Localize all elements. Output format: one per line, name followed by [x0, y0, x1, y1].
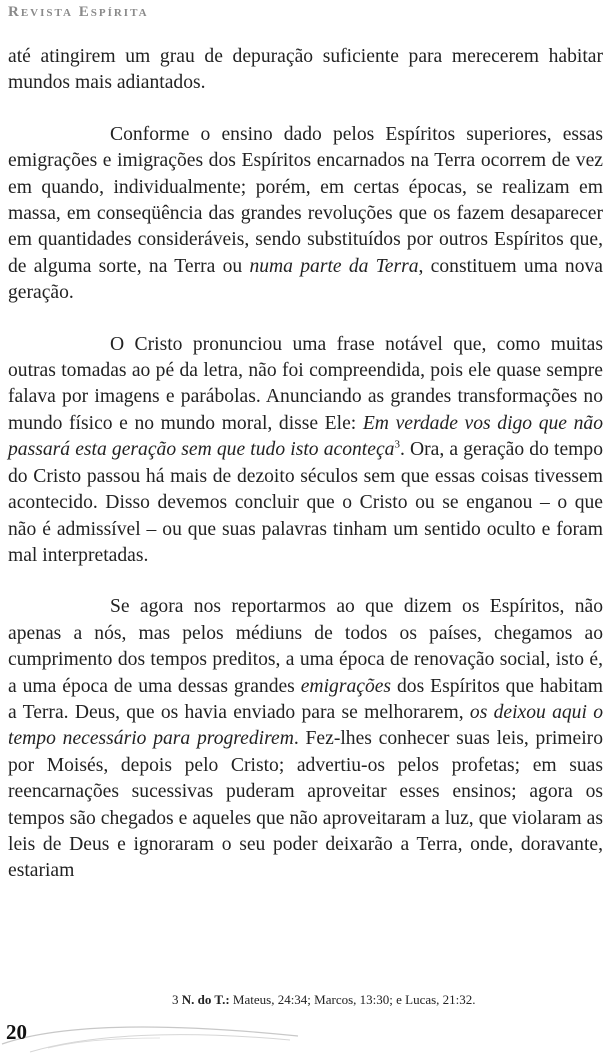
paragraph-3-text-a: O Cristo pronunciou uma frase notável que, como muitas outras tomadas ao pé da letra, não foi compreendida, pois ele quase sempre falava por imagens e parábolas. Anunciando as grandes transformações no mundo físico e no mundo moral, disse Ele: — [8, 333, 603, 434]
paragraph-3 — [8, 332, 603, 570]
paragraph-2-text-b: , constituem uma nova geração. — [8, 255, 603, 304]
paragraph-2-emphasis: numa parte da Terra — [249, 255, 419, 277]
paragraph-4 — [8, 594, 603, 884]
paragraph-4-emphasis-1: emigrações — [300, 675, 392, 697]
footnote-label: N. do T.: — [181, 992, 230, 1007]
running-header: Revista Espírita — [8, 4, 149, 20]
footnote — [172, 992, 476, 1008]
paragraph-2-text-a: Conforme o ensino dado pelos Espíritos superiores, essas emigrações e imigrações dos Espíritos encarnados na Terra ocorrem de vez em quando, individualmente; porém, em certas épocas, se realizam em massa, em conseqüência das grandes revoluções que os fazem desaparecer em quantidades consideráveis, sendo substituídos por outros Espíritos que, de alguma sorte, na Terra ou — [8, 123, 603, 277]
footnote-text: Mateus, 24:34; Marcos, 13:30; e Lucas, 21:32. — [229, 992, 476, 1007]
paragraph-4-text-a: Se agora nos reportarmos ao que dizem os Espíritos, não apenas a nós, mas pelos médiuns de todos os países, chegamos ao cumprimento dos tempos preditos, a uma época de renovação social, isto é, a uma época de uma dessas grandes — [8, 596, 603, 697]
page-number: 20 — [6, 1020, 27, 1044]
footnote-ref-3[interactable]: 3 — [394, 438, 400, 451]
paragraph-3-text-b: . Ora, a geração do tempo do Cristo passou há mais de dezoito séculos sem que essas coisas tivessem acontecido. Disso devemos concluir que o Cristo ou se enganou – o que não é admissível – ou que suas palavras tinham um sentido oculto e foram mal interpretadas. — [8, 439, 603, 566]
paragraph-4-text-b: dos Espíritos que habitam a Terra. Deus, que os havia enviado para se melhorarem, — [8, 675, 604, 723]
paragraph-4-text-c: . Fez-lhes conhecer suas leis, primeiro por Moisés, depois pelo Cristo; advertiu-os pelos profetas; em suas reencarnações sucessivas puderam aproveitar esses ensinos; agora os tempos são chegados e aqueles que não aproveitaram a luz, que violaram as leis de Deus e ignoraram o seu poder deixarão a Terra, onde, doravante, estariam — [8, 728, 604, 882]
paragraph-3-quote: Em verdade vos digo que não passará esta geração sem que tudo isto aconteça — [8, 412, 603, 461]
paragraph-1 — [8, 44, 603, 97]
paragraph-1-text: até atingirem um grau de depuração suficiente para merecerem habitar mundos mais adiantados. — [8, 46, 603, 94]
page-swoosh-decoration — [0, 1022, 300, 1056]
paragraph-4-emphasis-2: os deixou aqui o tempo necessário para progredirem — [8, 701, 603, 750]
page-body — [8, 44, 603, 885]
footnote-number: 3 — [172, 992, 179, 1007]
paragraph-2 — [8, 122, 603, 307]
